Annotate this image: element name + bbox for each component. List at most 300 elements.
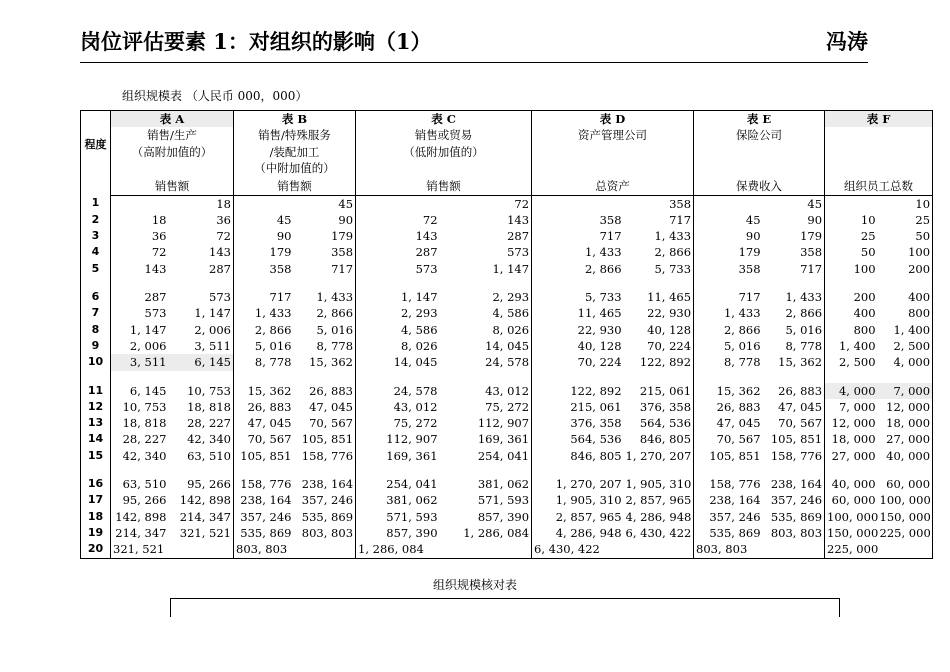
value-cell: 573 [144, 306, 167, 321]
value-cell: 573 [415, 261, 438, 276]
value-cell: 100, 000 [827, 509, 879, 524]
header-row-measures [81, 178, 933, 195]
value-cell: 254, 041 [440, 448, 532, 464]
level-index: 14 [81, 431, 111, 447]
group-description [356, 127, 532, 178]
value-cell: 1, 147 [440, 261, 532, 277]
level-index: 3 [81, 228, 111, 244]
value-cell [169, 541, 234, 558]
value-cell: 1, 147 [400, 290, 438, 305]
value-cell: 72 [169, 228, 234, 244]
value-cell: 238, 164 [294, 476, 356, 492]
value-cell: 95, 266 [122, 493, 167, 508]
value-cell: 26, 883 [763, 383, 825, 399]
value-cell: 12, 000 [878, 399, 933, 415]
value-cell: 358 [599, 212, 622, 227]
value-cell: 143 [144, 261, 167, 276]
value-cell: 90 [294, 212, 356, 228]
title-bar [80, 20, 868, 63]
spacer-cell [111, 371, 169, 383]
value-cell: 6, 145 [129, 383, 167, 398]
spacer-cell [169, 277, 234, 289]
table-row [81, 415, 933, 431]
value-cell: 376, 358 [570, 416, 622, 431]
value-cell: 4, 286, 948 [624, 509, 694, 525]
value-cell: 63, 510 [169, 448, 234, 464]
value-cell: 40, 128 [624, 322, 694, 338]
value-cell: 8, 026 [440, 322, 532, 338]
value-cell: 105, 851 [240, 448, 292, 463]
value-cell: 535, 869 [709, 525, 761, 540]
value-cell: 857, 390 [386, 525, 438, 540]
value-cell: 2, 857, 965 [555, 509, 622, 524]
value-cell: 2, 500 [878, 338, 933, 354]
level-index: 2 [81, 212, 111, 228]
spacer-cell [694, 464, 763, 476]
value-cell: 717 [763, 261, 825, 277]
description-line: 销售或贸易 [414, 128, 473, 143]
table-row [81, 305, 933, 321]
value-cell: 45 [276, 212, 292, 227]
measure-label: 销售额 [111, 178, 234, 195]
spacer-cell [694, 371, 763, 383]
value-cell: 4, 000 [878, 354, 933, 370]
value-cell: 215, 061 [570, 399, 622, 414]
value-cell: 60, 000 [831, 493, 876, 508]
value-cell: 10, 753 [169, 383, 234, 399]
header-row-groups [81, 111, 933, 128]
spacer-cell [694, 277, 763, 289]
value-cell: 200 [878, 261, 933, 277]
header-row-descriptions [81, 127, 933, 178]
value-cell: 72 [422, 212, 438, 227]
value-cell: 717 [738, 290, 761, 305]
level-index: 9 [81, 338, 111, 354]
value-cell: 70, 567 [294, 415, 356, 431]
value-cell: 2, 866 [294, 305, 356, 321]
value-cell: 225, 000 [879, 525, 931, 540]
spacer-cell [878, 371, 933, 383]
value-cell: 238, 164 [240, 493, 292, 508]
value-cell: 1, 433 [294, 289, 356, 305]
value-cell [532, 195, 624, 212]
spacer-cell [624, 464, 694, 476]
value-cell: 2, 500 [838, 355, 876, 370]
value-cell: 717 [599, 229, 622, 244]
spacer-cell [532, 277, 624, 289]
value-cell: 1, 905, 310 [624, 476, 694, 492]
spacer-cell [111, 277, 169, 289]
table-row [81, 338, 933, 354]
value-cell: 40, 000 [831, 477, 876, 492]
value-cell: 225, 000 [827, 542, 879, 557]
spacer-row [81, 464, 933, 476]
group-header: 表 F [825, 111, 933, 128]
value-cell: 158, 776 [709, 477, 761, 492]
value-cell: 1, 433 [584, 245, 622, 260]
spacer-cell [234, 277, 294, 289]
organization-scale-table [80, 110, 933, 559]
value-cell: 45 [294, 195, 356, 212]
level-index: 12 [81, 399, 111, 415]
level-index: 18 [81, 509, 111, 525]
value-cell: 2, 006 [169, 322, 234, 338]
group-header: 表 B [234, 111, 356, 128]
value-cell: 1, 147 [169, 305, 234, 321]
value-cell: 15, 362 [763, 354, 825, 370]
group-header: 表 D [532, 111, 694, 128]
group-description [234, 127, 356, 178]
value-cell: 6, 430, 422 [624, 525, 694, 541]
value-cell: 803, 803 [236, 542, 288, 557]
level-index: 1 [81, 195, 111, 212]
value-cell: 400 [878, 289, 933, 305]
value-cell: 2, 866 [723, 322, 761, 337]
value-cell: 42, 340 [122, 448, 167, 463]
value-cell: 72 [151, 245, 167, 260]
spacer-cell [356, 371, 440, 383]
value-cell: 1, 433 [763, 289, 825, 305]
value-cell: 122, 892 [624, 354, 694, 370]
level-index: 19 [81, 525, 111, 541]
value-cell: 75, 272 [393, 416, 438, 431]
measure-label: 保费收入 [694, 178, 825, 195]
level-index: 5 [81, 261, 111, 277]
value-cell: 143 [415, 229, 438, 244]
value-cell: 1, 400 [878, 322, 933, 338]
group-description [111, 127, 234, 178]
table-row [81, 228, 933, 244]
value-cell: 1, 905, 310 [555, 493, 622, 508]
table-row [81, 399, 933, 415]
value-cell: 63, 510 [122, 477, 167, 492]
value-cell [294, 541, 356, 558]
value-cell: 238, 164 [709, 493, 761, 508]
value-cell: 4, 000 [825, 383, 878, 399]
level-index: 6 [81, 289, 111, 305]
value-cell: 717 [269, 290, 292, 305]
value-cell: 564, 536 [570, 432, 622, 447]
spacer-cell [81, 277, 111, 289]
value-cell [234, 195, 294, 212]
group-description [694, 127, 825, 178]
table-row [81, 354, 933, 370]
value-cell: 105, 851 [763, 431, 825, 447]
page-title: 岗位评估要素 1：对组织的影响（1） [80, 29, 432, 54]
value-cell: 535, 869 [294, 509, 356, 525]
value-cell: 43, 012 [393, 399, 438, 414]
value-cell: 10 [878, 195, 933, 212]
value-cell: 376, 358 [624, 399, 694, 415]
value-cell [111, 195, 169, 212]
value-cell: 47, 045 [294, 399, 356, 415]
value-cell: 254, 041 [386, 477, 438, 492]
value-cell: 8, 778 [763, 338, 825, 354]
value-cell: 5, 016 [763, 322, 825, 338]
table-caption: 组织规模核对表 [432, 578, 517, 592]
spacer-cell [81, 371, 111, 383]
spacer-cell [440, 464, 532, 476]
value-cell: 10, 753 [122, 399, 167, 414]
value-cell: 26, 883 [294, 383, 356, 399]
value-cell: 27, 000 [878, 431, 933, 447]
value-cell: 18, 818 [122, 416, 167, 431]
value-cell: 15, 362 [294, 354, 356, 370]
value-cell [825, 195, 878, 212]
value-cell: 8, 778 [254, 355, 292, 370]
value-cell: 47, 045 [716, 416, 761, 431]
value-cell: 571, 593 [440, 492, 532, 508]
table-row [81, 509, 933, 525]
spacer-cell [878, 464, 933, 476]
value-cell: 6, 145 [169, 354, 234, 370]
value-cell: 12, 000 [831, 416, 876, 431]
level-index: 20 [81, 541, 111, 558]
value-cell: 179 [294, 228, 356, 244]
value-cell: 803, 803 [763, 525, 825, 541]
value-cell: 70, 224 [577, 355, 622, 370]
value-cell [356, 195, 440, 212]
value-cell: 8, 026 [400, 338, 438, 353]
value-cell: 45 [745, 212, 761, 227]
table-row [81, 492, 933, 508]
value-cell: 357, 246 [294, 492, 356, 508]
value-cell: 28, 227 [169, 415, 234, 431]
group-header: 表 C [356, 111, 532, 128]
spacer-cell [763, 277, 825, 289]
value-cell: 25 [878, 212, 933, 228]
value-cell: 357, 246 [709, 509, 761, 524]
value-cell: 5, 016 [723, 338, 761, 353]
table-row [81, 212, 933, 228]
spacer-cell [81, 464, 111, 476]
value-cell: 357, 246 [763, 492, 825, 508]
spacer-cell [532, 371, 624, 383]
author-name: 冯涛 [826, 29, 868, 54]
value-cell: 400 [853, 306, 876, 321]
value-cell: 2, 293 [440, 289, 532, 305]
value-cell: 800 [853, 322, 876, 337]
spacer-cell [878, 277, 933, 289]
value-cell: 358 [624, 195, 694, 212]
value-cell: 4, 286, 948 [555, 525, 622, 540]
value-cell: 100 [853, 261, 876, 276]
group-description [532, 127, 694, 178]
table-row [81, 476, 933, 492]
table-subtitle: 组织规模表 （人民币 000，000） [122, 89, 308, 103]
level-index: 7 [81, 305, 111, 321]
level-index: 15 [81, 448, 111, 464]
spacer-cell [624, 371, 694, 383]
spacer-cell [111, 464, 169, 476]
value-cell: 60, 000 [878, 476, 933, 492]
value-cell: 8, 778 [294, 338, 356, 354]
table-row [81, 541, 933, 558]
value-cell: 1, 286, 084 [358, 542, 424, 557]
value-cell [694, 195, 763, 212]
value-cell: 2, 866 [584, 261, 622, 276]
value-cell: 90 [763, 212, 825, 228]
value-cell: 857, 390 [440, 509, 532, 525]
value-cell: 3, 511 [169, 338, 234, 354]
value-cell: 42, 340 [169, 431, 234, 447]
value-cell: 4, 586 [400, 322, 438, 337]
spacer-cell [294, 371, 356, 383]
value-cell: 18, 000 [831, 432, 876, 447]
value-cell: 70, 567 [763, 415, 825, 431]
value-cell: 36 [151, 229, 167, 244]
value-cell: 803, 803 [696, 542, 748, 557]
description-line: （高附加值的） [131, 144, 213, 159]
value-cell: 287 [415, 245, 438, 260]
description-line: /装配加工 [269, 144, 320, 159]
value-cell: 2, 006 [129, 338, 167, 353]
value-cell: 122, 892 [570, 383, 622, 398]
value-cell: 11, 465 [624, 289, 694, 305]
level-index: 11 [81, 383, 111, 399]
value-cell: 1, 286, 084 [440, 525, 532, 541]
value-cell: 1, 147 [129, 322, 167, 337]
value-cell [624, 541, 694, 558]
value-cell: 381, 062 [386, 493, 438, 508]
value-cell: 90 [276, 229, 292, 244]
value-cell: 535, 869 [763, 509, 825, 525]
value-cell: 158, 776 [240, 477, 292, 492]
value-cell: 573 [440, 244, 532, 260]
value-cell: 47, 045 [763, 399, 825, 415]
index-header: 程度 [81, 111, 111, 196]
value-cell: 142, 898 [169, 492, 234, 508]
value-cell: 150, 000 [827, 525, 879, 540]
value-cell: 6, 430, 422 [534, 542, 600, 557]
value-cell: 200 [853, 290, 876, 305]
value-cell: 50 [860, 245, 876, 260]
value-cell [440, 541, 532, 558]
value-cell: 143 [169, 244, 234, 260]
value-cell: 717 [294, 261, 356, 277]
description-line: 销售/生产 [147, 128, 197, 143]
value-cell: 358 [738, 261, 761, 276]
value-cell: 214, 347 [169, 509, 234, 525]
description-line: （低附加值的） [403, 144, 484, 159]
value-cell: 1, 270, 207 [624, 448, 694, 464]
table-row [81, 383, 933, 399]
value-cell: 358 [269, 261, 292, 276]
spacer-cell [234, 371, 294, 383]
measure-label: 销售额 [234, 178, 356, 195]
value-cell: 95, 266 [169, 476, 234, 492]
value-cell: 846, 805 [624, 431, 694, 447]
value-cell: 70, 224 [624, 338, 694, 354]
value-cell: 214, 347 [115, 525, 167, 540]
spacer-cell [169, 464, 234, 476]
spacer-cell [825, 464, 878, 476]
value-cell: 5, 016 [254, 338, 292, 353]
value-cell: 3, 511 [111, 354, 169, 370]
value-cell: 5, 016 [294, 322, 356, 338]
value-cell: 158, 776 [763, 448, 825, 464]
value-cell: 47, 045 [247, 416, 292, 431]
level-index: 4 [81, 244, 111, 260]
measure-label: 总资产 [532, 178, 694, 195]
value-cell: 75, 272 [440, 399, 532, 415]
value-cell: 571, 593 [386, 509, 438, 524]
spacer-cell [624, 277, 694, 289]
value-cell: 50 [878, 228, 933, 244]
value-cell: 22, 930 [624, 305, 694, 321]
value-cell: 717 [624, 212, 694, 228]
value-cell: 14, 045 [440, 338, 532, 354]
value-cell: 105, 851 [709, 448, 761, 463]
value-cell: 18 [169, 195, 234, 212]
value-cell: 2, 857, 965 [624, 492, 694, 508]
value-cell: 381, 062 [440, 476, 532, 492]
value-cell: 169, 361 [386, 448, 438, 463]
value-cell: 535, 869 [240, 525, 292, 540]
value-cell [763, 541, 825, 558]
table-row [81, 525, 933, 541]
checklist-frame [170, 598, 840, 617]
value-cell: 105, 851 [294, 431, 356, 447]
value-cell: 90 [745, 229, 761, 244]
value-cell: 18, 000 [878, 415, 933, 431]
value-cell: 1, 433 [723, 306, 761, 321]
value-cell: 287 [440, 228, 532, 244]
value-cell: 5, 733 [624, 261, 694, 277]
spacer-cell [763, 464, 825, 476]
value-cell: 1, 433 [624, 228, 694, 244]
value-cell: 2, 293 [400, 306, 438, 321]
value-cell: 70, 567 [716, 432, 761, 447]
value-cell: 179 [763, 228, 825, 244]
value-cell: 36 [169, 212, 234, 228]
spacer-cell [234, 464, 294, 476]
value-cell: 287 [144, 290, 167, 305]
spacer-cell [356, 277, 440, 289]
table-row [81, 431, 933, 447]
value-cell: 70, 567 [247, 432, 292, 447]
value-cell: 24, 578 [393, 383, 438, 398]
description-line: 保险公司 [736, 128, 783, 143]
group-header: 表 E [694, 111, 825, 128]
table-row [81, 244, 933, 260]
value-cell: 15, 362 [247, 383, 292, 398]
value-cell: 14, 045 [393, 355, 438, 370]
level-index: 16 [81, 476, 111, 492]
value-cell: 112, 907 [440, 415, 532, 431]
value-cell: 179 [269, 245, 292, 260]
value-cell: 25 [860, 229, 876, 244]
value-cell: 7, 000 [838, 399, 876, 414]
value-cell: 100, 000 [879, 493, 931, 508]
description-line: （中附加值的） [254, 160, 335, 175]
spacer-cell [294, 464, 356, 476]
value-cell: 43, 012 [440, 383, 532, 399]
value-cell: 846, 805 [570, 448, 622, 463]
value-cell: 179 [738, 245, 761, 260]
value-cell: 238, 164 [763, 476, 825, 492]
spacer-cell [532, 464, 624, 476]
value-cell: 287 [169, 261, 234, 277]
value-cell: 4, 586 [440, 305, 532, 321]
value-cell: 800 [878, 305, 933, 321]
level-index: 8 [81, 322, 111, 338]
value-cell: 72 [440, 195, 532, 212]
table-row [81, 289, 933, 305]
value-cell: 2, 866 [763, 305, 825, 321]
group-description [825, 127, 933, 178]
value-cell: 10 [860, 212, 876, 227]
